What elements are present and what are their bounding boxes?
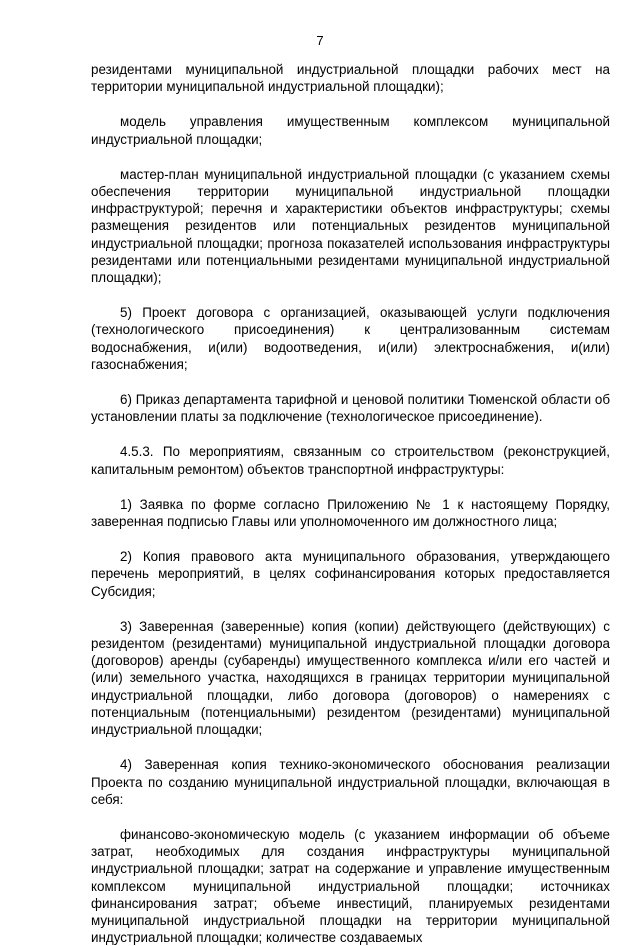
paragraph-management-model: модель управления имущественным комплексом муниципальной индустриальной площадки; <box>91 114 610 147</box>
paragraph-item-4-feasibility: 4) Заверенная копия технико-экономического обоснования реализации Проекта по созданию муниципальной индустриальной площадки, включающая в себя: <box>91 757 610 807</box>
paragraph-item-2-legal-act: 2) Копия правового акта муниципального образования, утверждающего перечень мероприятий, в целях софинансирования которых предоставляется Субсидия; <box>91 549 610 599</box>
paragraph-financial-model: финансово-экономическую модель (с указанием информации об объеме затрат, необходимых для создания инфраструктуры муниципальной индустриальной площадки; затрат на содержание и управление имущественным комплексом муниципальной индустриальной площадки; источниках финансирования затрат; объеме инвестиций, планируемых резидентами муниципальной индустриальной площадки на территории муниципальной индустриальной площадки; количестве создаваемых <box>91 826 610 946</box>
page-number: 7 <box>316 33 324 48</box>
paragraph-item-5-contract: 5) Проект договора с организацией, оказывающей услуги подключения (технологического присоединения) к централизованным системам водоснабжения, и(или) водоотведения, и(или) электроснабжения, и(или) газоснабжения; <box>91 305 610 372</box>
paragraph-item-6-order: 6) Приказ департамента тарифной и ценовой политики Тюменской области об установлении платы за подключение (технологическое присоединение). <box>91 392 610 425</box>
paragraph-section-4-5-3: 4.5.3. По мероприятиям, связанным со строительством (реконструкцией, капитальным ремонтом) объектов транспортной инфраструктуры: <box>91 444 610 477</box>
paragraph-master-plan: мастер-план муниципальной индустриальной площадки (с указанием схемы обеспечения территории муниципальной индустриальной площадки инфраструктурой; перечня и характеристики объектов инфраструктуры; схемы размещения резидентов или потенциальных резидентов муниципальной индустриальной площадки; прогноза показателей использования инфраструктуры резидентами или потенциальными резидентами муниципальной индустриальной площадки); <box>91 166 610 286</box>
paragraph-item-1-application: 1) Заявка по форме согласно Приложению № 1 к настоящему Порядку, заверенная подписью Главы или уполномоченного им должностного лица; <box>91 496 610 530</box>
document-body <box>91 61 610 946</box>
paragraph-item-3-lease-copy: 3) Заверенная (заверенные) копия (копии) действующего (действующих) с резидентом (резидентами) муниципальной индустриальной площадки договора (договоров) аренды (субаренды) имущественного комплекса и/или его частей и (или) земельного участка, находящихся в границах территории муниципальной индустриальной площадки, либо договора (договоров) о намерениях с потенциальным (потенциальными) резидентом (резидентами) муниципальной индустриальной площадки; <box>91 618 610 738</box>
paragraph-continued: резидентами муниципальной индустриальной площадки рабочих мест на территории муниципальной индустриальной площадки); <box>91 62 610 95</box>
